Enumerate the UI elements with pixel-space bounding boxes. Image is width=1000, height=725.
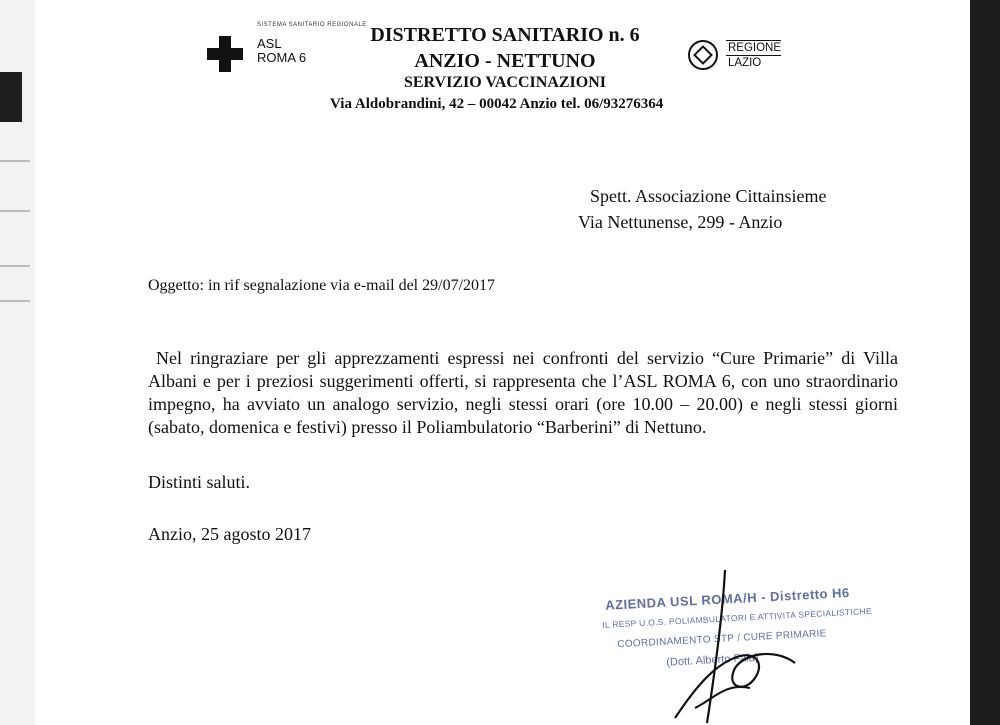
asl-system-text: SISTEMA SANITARIO REGIONALE (257, 22, 367, 28)
district-title: DISTRETTO SANITARIO n. 6 (370, 24, 640, 46)
recipient-address: Via Nettunense, 299 - Anzio (578, 212, 783, 232)
asl-name-line1: ASL (257, 36, 282, 51)
office-address: Via Aldobrandini, 42 – 00042 Anzio tel. 06/93276364 (330, 96, 664, 112)
regione-text (726, 40, 781, 70)
regione-lazio-logo (688, 38, 828, 78)
place-date: Anzio, 25 agosto 2017 (148, 524, 311, 544)
asl-name-line2: ROMA 6 (257, 50, 307, 65)
left-window-edge (0, 0, 35, 725)
subject-line: Oggetto: in rif segnalazione via e-mail del 29/07/2017 (148, 277, 496, 294)
right-window-edge (970, 0, 1000, 725)
handwritten-signature (655, 568, 805, 725)
letter-page (35, 0, 970, 725)
letter-body (148, 347, 898, 439)
asl-name (257, 37, 306, 65)
stamp-line2: IL RESP U.O.S. POLIAMBULATORI E ATTIVITA SPECIALISTICHE (602, 605, 873, 630)
recipient-block (578, 183, 827, 235)
left-edge-line (0, 265, 30, 267)
body-paragraph: Nel ringraziare per gli apprezzamenti espressi nei confronti del servizio “Cure Primarie” di Villa Albani e per i preziosi suggerimenti offerti, si rappresenta che l’ASL ROMA 6, con uno straordinario impegno, ha avviato un analogo servizio, negli stessi orari (ore 10.00 – 20.00) e negli stessi giorni (sabato, domenica e festivi) presso il Poliambulatorio “Barberini” di Nettuno. (148, 348, 898, 437)
district-subtitle: ANZIO - NETTUNO (414, 50, 596, 72)
left-edge-line (0, 160, 30, 162)
stamp-line4: (Dott. Alberto Fala) (666, 651, 759, 669)
regione-emblem-icon (688, 40, 718, 70)
left-edge-line (0, 300, 30, 302)
left-edge-line (0, 210, 30, 212)
regione-line2: LAZIO (726, 55, 781, 70)
left-edge-dark-block (0, 72, 22, 122)
stamp-line3: COORDINAMENTO STP / CURE PRIMARIE (617, 628, 827, 651)
cross-icon (207, 36, 243, 72)
stamp-line1: AZIENDA USL ROMA/H - Distretto H6 (604, 584, 851, 613)
recipient-name: Spett. Associazione Cittainsieme (590, 186, 827, 206)
service-name: SERVIZIO VACCINAZIONI (403, 74, 606, 91)
regione-line1: REGIONE (728, 42, 782, 54)
closing-salutation: Distinti saluti. (148, 472, 251, 492)
